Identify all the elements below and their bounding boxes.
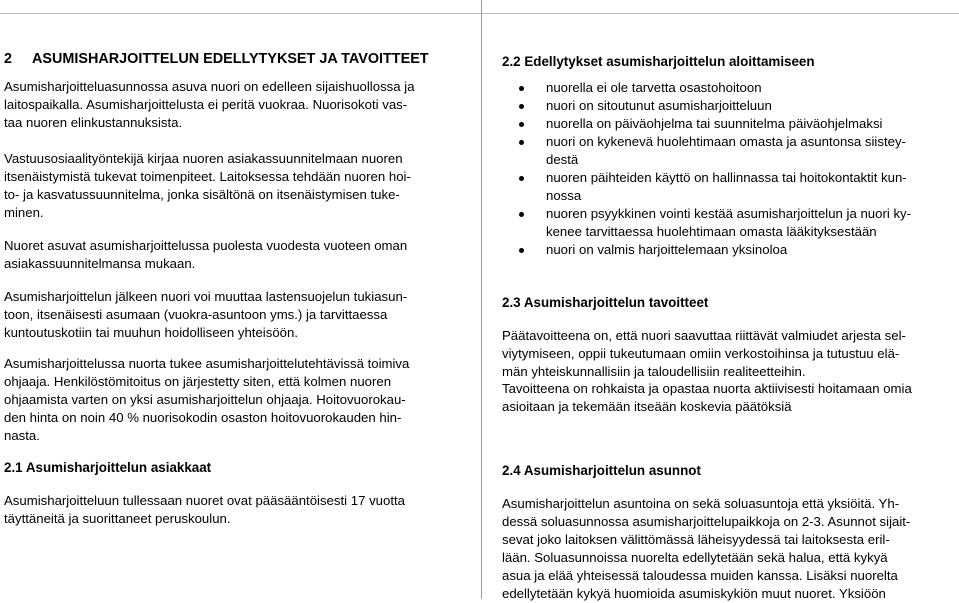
para2-line: minen.	[4, 205, 44, 220]
list-item: nuori on valmis harjoittelemaan yksinoloa	[502, 241, 957, 259]
para24-line: dessä soluasunnossa asumisharjoittelupaikkoja on 2-3. Asunnot sijait-	[502, 514, 911, 529]
para23b-line: asioitaan ja tekemään itseään koskevia päätöksiä	[502, 399, 792, 414]
para3-line: asiakassuunnitelmansa mukaan.	[4, 256, 196, 271]
para2-line: to- ja kasvatussuunnitelma, jonka sisältönä on itsenäistymisen tuke-	[4, 187, 400, 202]
para24-line: asua ja elää yhteisessä taloudessa muiden kanssa. Lisäksi nuorelta	[502, 568, 898, 583]
para24-line: edellytetään kykyä huomioida asumiskykiön muut nuoret. Yksiöön	[502, 586, 886, 601]
para4-line: toon, itsenäisesti asumaan (vuokra-asuntoon yms.) ja tarvittaessa	[4, 307, 388, 322]
para24-line: sevat joko laitoksen välittömässä läheisyydessä tai laitoksesta eril-	[502, 532, 890, 547]
para5-line: nasta.	[4, 428, 40, 443]
para4-line: Asumisharjoittelun jälkeen nuori voi muuttaa lastensuojelun tukiasun-	[4, 289, 408, 304]
bullet-icon	[519, 212, 524, 217]
column-divider	[481, 0, 482, 599]
chapter-title: ASUMISHARJOITTELUN EDELLYTYKSET JA TAVOITTEET	[32, 51, 429, 67]
para3-line: Nuoret asuvat asumisharjoittelussa puolesta vuodesta vuoteen oman	[4, 238, 408, 253]
bullet-icon	[519, 248, 524, 253]
para1-line: laitospaikalla. Asumisharjoittelusta ei peritä vuokraa. Nuorisokoti vas-	[4, 97, 408, 112]
para6-line: täyttäneitä ja suorittaneet peruskoulun.	[4, 511, 231, 526]
para5-line: Asumisharjoittelussa nuorta tukee asumisharjoittelutehtävissä toimiva	[4, 356, 410, 371]
para2-line: Vastuusosiaalityöntekijä kirjaa nuoren asiakassuunnitelmaan nuoren	[4, 151, 403, 166]
list-item: nuoren päihteiden käyttö on hallinnassa tai hoitokontaktit kun- nossa	[502, 169, 957, 205]
para5-line: ohjaamista varten on yksi asumisharjoittelun ohjaaja. Hoitovuorokau-	[4, 392, 406, 407]
para23a-line: Päätavoitteena on, että nuori saavuttaa riittävät valmiudet arjesta sel-	[502, 328, 906, 343]
list-item: nuori on sitoutunut asumisharjoitteluun	[502, 97, 957, 115]
section-heading-2-3: 2.3 Asumisharjoittelun tavoitteet	[502, 295, 709, 310]
para23a-line: män yhteiskunnallisiin ja taloudellisiin realiteetteihin.	[502, 364, 806, 379]
para1-line: Asumisharjoitteluasunnossa asuva nuori on edelleen sijaishuollossa ja	[4, 79, 415, 94]
para5-line: den hinta on noin 40 % nuorisokodin osaston hoitovuorokauden hin-	[4, 410, 402, 425]
para6-line: Asumisharjoitteluun tullessaan nuoret ovat pääsääntöisesti 17 vuotta	[4, 493, 406, 508]
para5-line: ohjaaja. Henkilöstömitoitus on järjestetty siten, että kolmen nuoren	[4, 374, 392, 389]
para4-line: kuntoutuskotiin tai muuhun hoidolliseen yhteisöön.	[4, 325, 298, 340]
para23a-line: viytymiseen, oppii tukeutumaan omiin verkostoihinsa ja tutustuu elä-	[502, 346, 900, 361]
bullet-icon	[519, 176, 524, 181]
para24-line: Asumisharjoittelun asuntoina on sekä soluasuntoja että yksiöitä. Yh-	[502, 496, 900, 511]
requirements-list	[502, 79, 957, 259]
para24-line: lään. Soluasunnoissa nuorelta edellytetään sekä halua, että kykyä	[502, 550, 888, 565]
section-heading-2-2: 2.2 Edellytykset asumisharjoittelun aloittamiseen	[502, 54, 815, 69]
bullet-icon	[519, 122, 524, 127]
bullet-icon	[519, 86, 524, 91]
para2-line: itsenäistymistä tukevat toimenpiteet. Laitoksessa tehdään nuoren hoi-	[4, 169, 411, 184]
bullet-icon	[519, 104, 524, 109]
para1-line: taa nuoren elinkustannuksista.	[4, 115, 183, 130]
section-heading-2-4: 2.4 Asumisharjoittelun asunnot	[502, 463, 701, 478]
chapter-heading	[4, 50, 429, 68]
page-top-rule	[0, 13, 959, 14]
para23b-line: Tavoitteena on rohkaista ja opastaa nuorta aktiivisesti hoitamaan omia	[502, 381, 912, 396]
bullet-icon	[519, 140, 524, 145]
chapter-number: 2	[4, 51, 13, 67]
list-item: nuorella ei ole tarvetta osastohoitoon	[502, 79, 957, 97]
section-heading-2-1: 2.1 Asumisharjoittelun asiakkaat	[4, 460, 212, 475]
list-item: nuori on kykenevä huolehtimaan omasta ja asuntonsa siistey- destä	[502, 133, 957, 169]
list-item: nuorella on päiväohjelma tai suunnitelma päiväohjelmaksi	[502, 115, 957, 133]
list-item: nuoren psyykkinen vointi kestää asumisharjoittelun ja nuori ky- kenee tarvittaessa huolehtimaan omasta lääkityksestään	[502, 205, 957, 241]
